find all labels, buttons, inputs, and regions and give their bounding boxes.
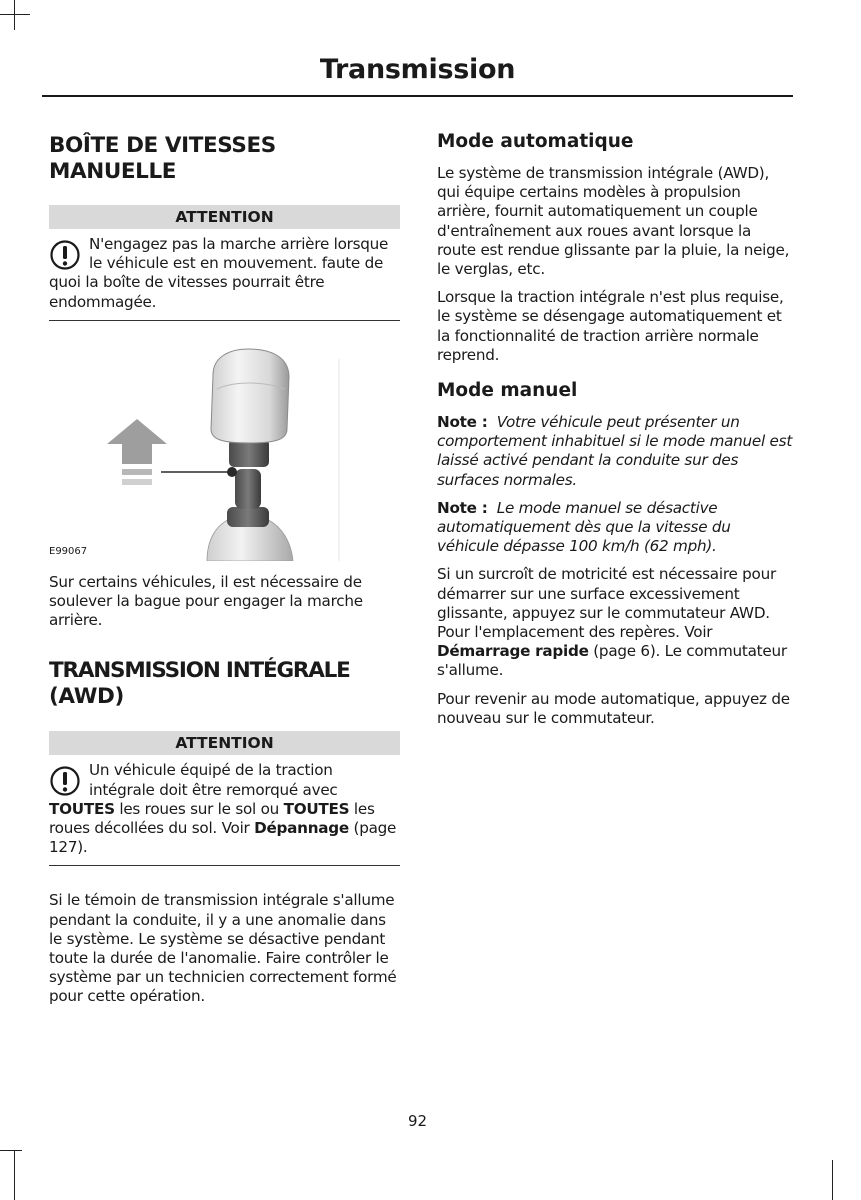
warning-icon [49,765,81,797]
crop-mark [0,1150,22,1151]
crop-mark [832,1160,833,1200]
manual-body-text: Sur certains véhicules, il est nécessaire de soulever la bague pour engager la marche arrière. [49,572,363,630]
note-1: Note : Votre véhicule peut présenter un comportement inhabituel si le mode manuel est laissé activé pendant la conduite sur des surfaces normales. [437,413,793,489]
crop-mark [14,0,15,30]
warning-box [49,229,400,321]
cross-reference-link[interactable]: Démarrage rapide [437,642,589,661]
section-title-awd: TRANSMISSION INTÉGRALE (AWD) [49,658,350,710]
warning-header: ATTENTION [49,205,400,229]
up-arrow-icon [107,419,167,485]
note-2: Note : Le mode manuel se désactive automatiquement dès que la vitesse du véhicule dépasse 100 km/h (62 mph). [437,498,731,556]
cross-reference-link[interactable]: Dépannage [254,819,349,838]
gear-shifter-illustration [49,329,400,561]
header-rule [42,95,793,97]
subsection-title-manual: Mode manuel [437,380,578,402]
right-column [437,130,793,728]
page-title: Transmission [319,54,516,85]
subsection-title-auto: Mode automatique [437,131,634,152]
page-number: 92 [407,1112,428,1130]
gear-shift-figure [49,329,400,561]
left-column [49,130,400,1007]
auto-paragraph-1: Le système de transmission intégrale (AWD), qui équipe certains modèles à propulsion arrière, fournit automatiquement un couple d'entraînement aux roues avant lorsque la route est rendue glissante par la pluie, la neige, le verglas, etc. [437,164,790,279]
section-title-manual: BOÎTE DE VITESSES MANUELLE [49,133,276,184]
warning-box: Un véhicule équipé de la traction intégrale doit être remorqué avec TOUTES les roues sur le sol ou TOUTES les roues décollées du sol. Voir Dépannage (page 127). [49,755,400,866]
awd-body-text: Si le témoin de transmission intégrale s'allume pendant la conduite, il y a une anomalie dans le système. Le système se désactive pendant toute la durée de l'anomalie. Faire contrôler le système par un technicien correctement formé pour cette opération. [49,891,397,1006]
warning-header: ATTENTION [49,731,400,755]
auto-paragraph-2: Lorsque la traction intégrale n'est plus requise, le système se désengage automatiquement et la fonctionnalité de traction arrière normale reprend. [437,288,784,364]
crop-mark [14,1150,15,1200]
manual-paragraph-1: Si un surcroît de motricité est nécessaire pour démarrer sur une surface excessivement glissante, appuyez sur le commutateur AWD. Pour l'emplacement des repères. Voir Démarrage rapide (page 6). Le commutateur s'allume. [437,565,787,680]
warning-text: N'engagez pas la marche arrière lorsque le véhicule est en mouvement. faute de quoi la boîte de vitesses pourrait être endommagée. [49,235,389,311]
crop-mark [0,14,30,15]
warning-icon [49,239,81,271]
manual-paragraph-2: Pour revenir au mode automatique, appuyez de nouveau sur le commutateur. [437,689,790,727]
figure-code: E99067 [49,545,88,557]
